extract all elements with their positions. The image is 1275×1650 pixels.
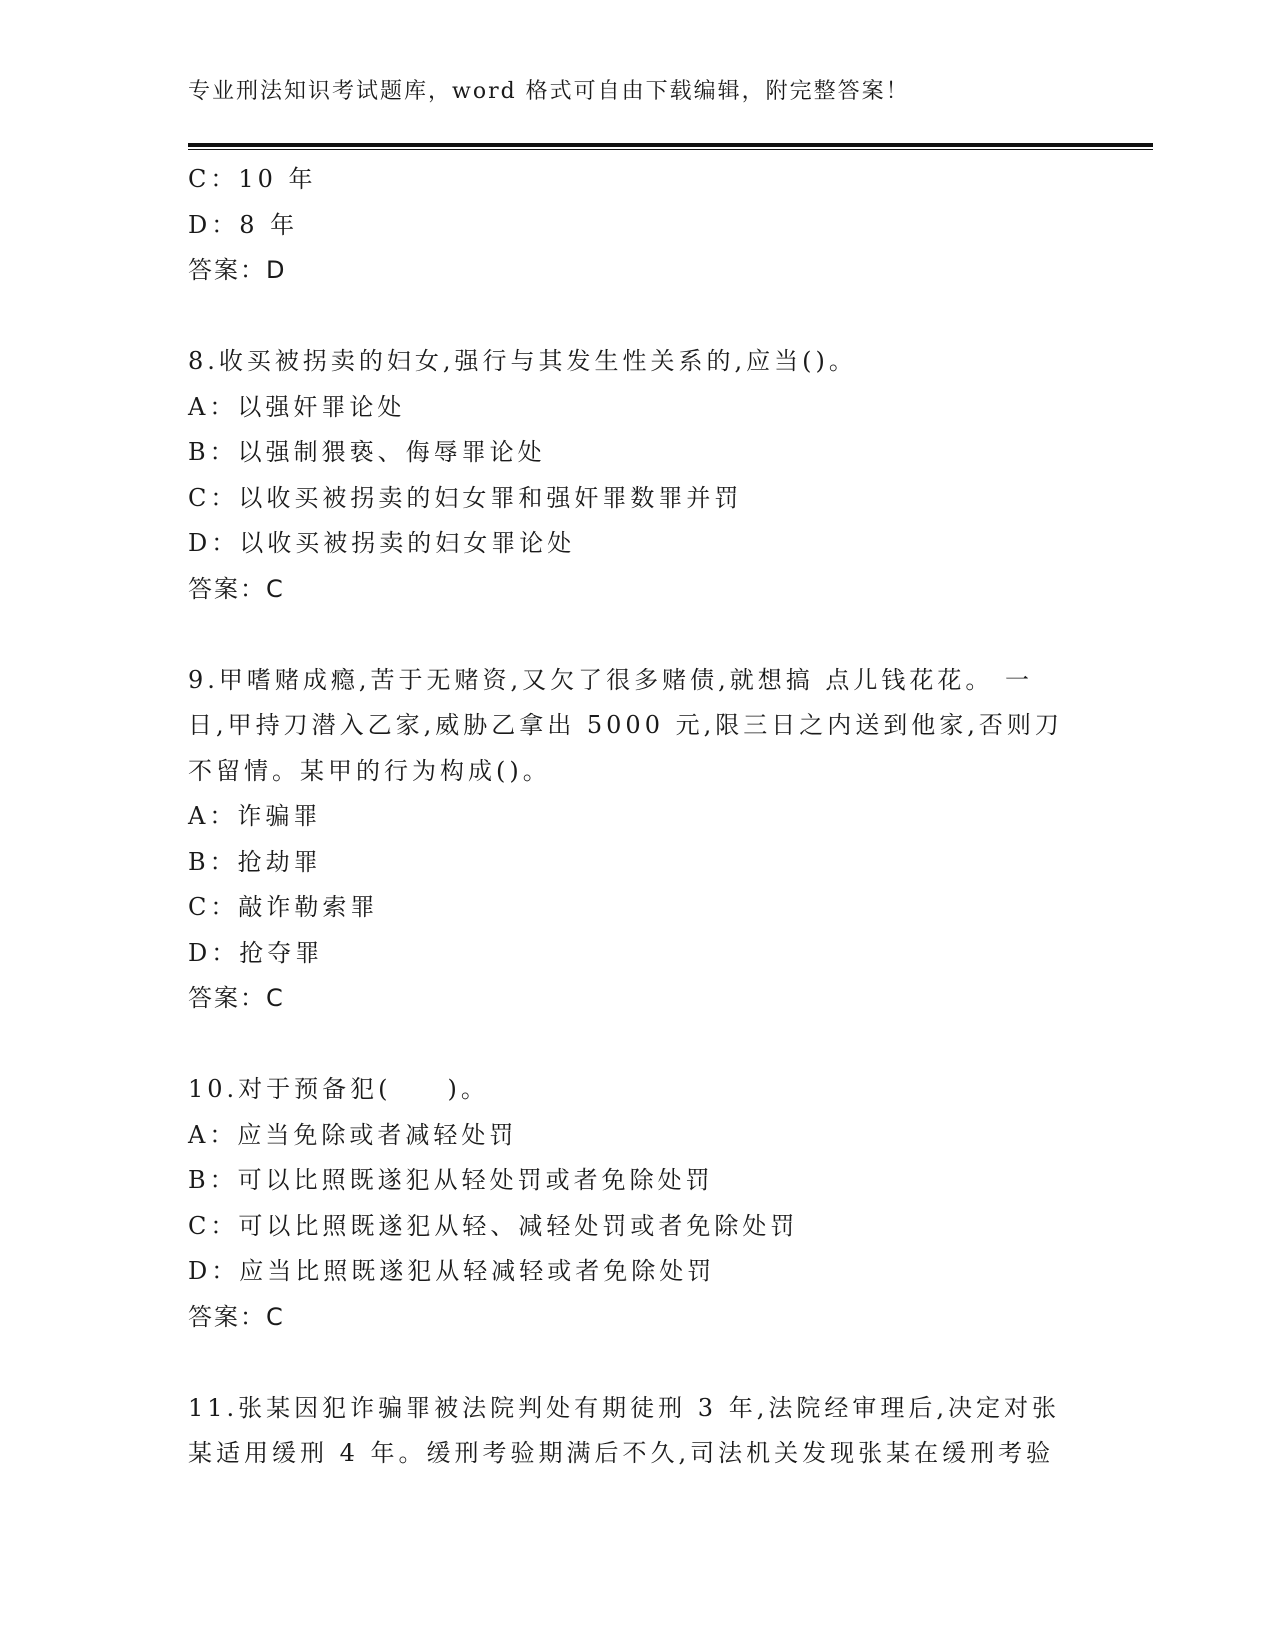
q7-option-d: D：8 年	[188, 210, 299, 239]
q8-option-b: B：以强制猥亵、侮辱罪论处	[188, 438, 546, 466]
q9-stem-line-1: 9.甲嗜赌成瘾,苦于无赌资,又欠了很多赌债,就想搞 点儿钱花花。 一	[188, 665, 1034, 694]
header-rule-thin	[188, 149, 1153, 150]
q9-option-c: C：敲诈勒索罪	[188, 893, 379, 921]
q8-option-c: C：以收买被拐卖的妇女罪和强奸罪数罪并罚	[188, 483, 743, 512]
header-rule-thick	[188, 143, 1153, 147]
q8-stem: 8.收买被拐卖的妇女,强行与其发生性关系的,应当()。	[188, 347, 857, 375]
q7-answer: 答案：D	[188, 256, 287, 284]
page-header: 专业刑法知识考试题库，word 格式可自由下载编辑，附完整答案！	[188, 79, 910, 104]
q9-option-a: A：诈骗罪	[188, 802, 322, 830]
q11-stem-line-1: 11.张某因犯诈骗罪被法院判处有期徒刑 3 年,法院经审理后,决定对张	[188, 1393, 1060, 1422]
q8-answer: 答案：C	[188, 574, 285, 603]
q11-stem-line-2: 某适用缓刑 4 年。缓刑考验期满后不久,司法机关发现张某在缓刑考验	[188, 1439, 1055, 1467]
q10-option-b: B：可以比照既遂犯从轻处罚或者免除处罚	[188, 1166, 714, 1194]
q10-option-d: D：应当比照既遂犯从轻减轻或者免除处罚	[188, 1257, 716, 1285]
q10-answer: 答案：C	[188, 1302, 285, 1331]
q9-option-b: B：抢劫罪	[188, 847, 322, 876]
q8-option-d: D：以收买被拐卖的妇女罪论处	[188, 529, 576, 557]
q10-option-c: C：可以比照既遂犯从轻、减轻处罚或者免除处罚	[188, 1211, 799, 1240]
q10-option-a: A：应当免除或者减轻处罚	[188, 1120, 518, 1149]
q9-option-d: D：抢夺罪	[188, 938, 324, 967]
spacer	[188, 1022, 1088, 1068]
q7-option-c: C：10 年	[188, 165, 317, 193]
q9-stem-line-2: 日,甲持刀潜入乙家,威胁乙拿出 5000 元,限三日之内送到他家,否则刀	[188, 711, 1063, 739]
q9-answer: 答案：C	[188, 984, 285, 1012]
q8-option-a: A：以强奸罪论处	[188, 392, 406, 421]
q10-stem: 10.对于预备犯( )。	[188, 1075, 489, 1103]
q9-stem-line-3: 不留情。某甲的行为构成()。	[188, 756, 551, 785]
question-list	[188, 157, 1088, 1477]
spacer	[188, 612, 1088, 658]
spacer	[188, 1340, 1088, 1386]
spacer	[188, 294, 1088, 340]
